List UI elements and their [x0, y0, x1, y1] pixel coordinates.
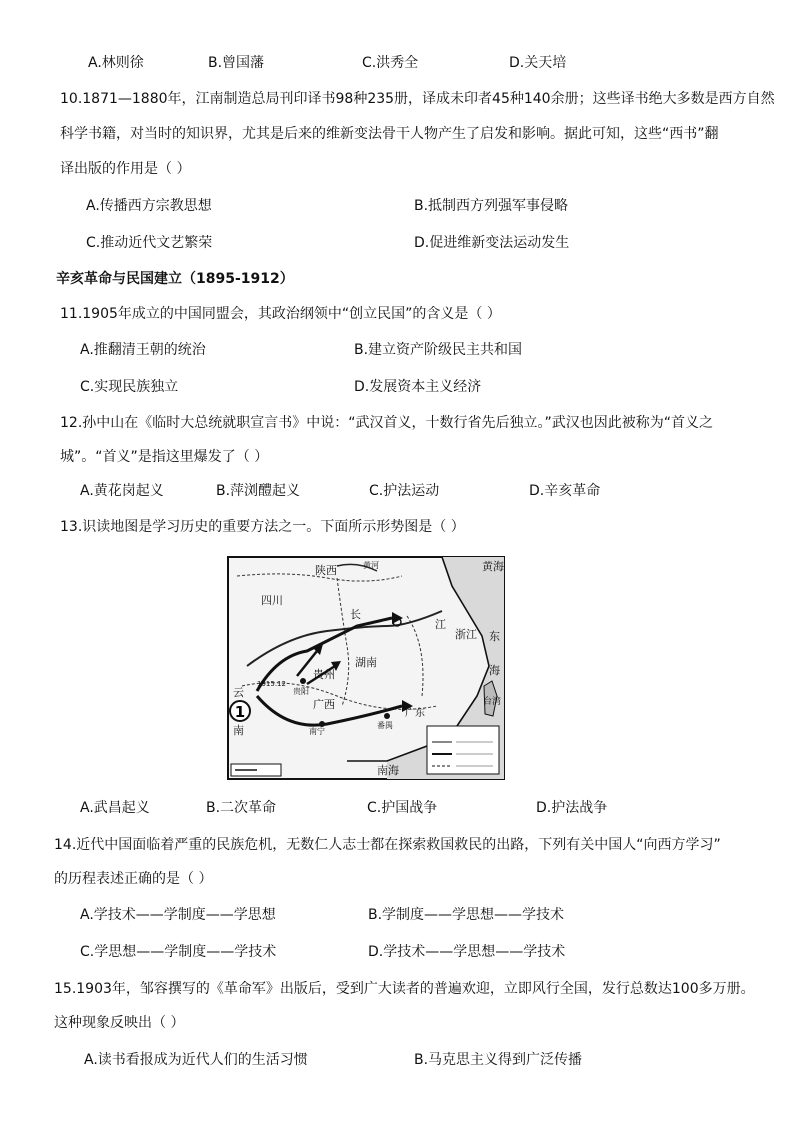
q14-option-c[interactable]: C.学思想——学制度——学技术	[80, 944, 277, 960]
map-label-taiwan: 台湾	[483, 697, 502, 707]
circled-number: 1	[234, 703, 246, 721]
q10-option-c[interactable]: C.推动近代文艺繁荣	[86, 235, 213, 251]
q14-stem-line2: 的历程表述正确的是（ ）	[54, 871, 213, 887]
map-label-huanghai: 黄海	[482, 560, 504, 573]
q14-stem-line1: 14.近代中国面临着严重的民族危机，无数仁人志士都在探索救国救民的出路，下列有关中国人“向西方学习”	[54, 837, 721, 853]
map-label-nanhai: 南海	[377, 764, 399, 777]
q10-option-d[interactable]: D.促进维新变法运动发生	[414, 235, 570, 251]
q12-option-d[interactable]: D.辛亥革命	[529, 483, 601, 499]
map-label-shaanxi: 陕西	[315, 564, 337, 577]
q14-option-d[interactable]: D.学技术——学思想——学技术	[368, 944, 566, 960]
q9-option-b[interactable]: B.曾国藩	[208, 55, 265, 71]
q15-option-a[interactable]: A.读书看报成为近代人们的生活习惯	[84, 1052, 308, 1068]
section-title: 辛亥革命与民国建立（1895-1912）	[56, 271, 294, 287]
map-label-fanyu: 番禺	[377, 721, 393, 730]
q11-option-d[interactable]: D.发展资本主义经济	[354, 379, 482, 395]
map-legend	[427, 726, 499, 774]
q13-option-a[interactable]: A.武昌起义	[80, 800, 150, 816]
q15-stem-line1: 15.1903年，邹容撰写的《革命军》出版后，受到广大读者的普遍欢迎，立即风行全国，发行总数达100多万册。	[54, 981, 755, 997]
q10-stem-line1: 10.1871—1880年，江南制造总局刊印译书98种235册，译成未印者45种140余册；这些译书绝大多数是西方自然	[60, 91, 775, 107]
q13-option-c[interactable]: C.护国战争	[367, 800, 438, 816]
q15-option-b[interactable]: B.马克思主义得到广泛传播	[414, 1052, 583, 1068]
q9-option-c[interactable]: C.洪秀全	[362, 55, 419, 71]
q14-option-b[interactable]: B.学制度——学思想——学技术	[368, 907, 565, 923]
q15-stem-line2: 这种现象反映出（ ）	[54, 1015, 185, 1031]
map-label-guizhou: 贵州	[313, 668, 335, 681]
historical-map	[227, 556, 505, 780]
q10-stem-line3: 译出版的作用是（ ）	[60, 161, 191, 177]
q9-option-d[interactable]: D.关天培	[509, 55, 567, 71]
q11-option-c[interactable]: C.实现民族独立	[80, 379, 179, 395]
map-label-guangxi: 广西	[313, 698, 335, 711]
q11-stem: 11.1905年成立的中国同盟会，其政治纲领中“创立民国”的含义是（ ）	[60, 306, 501, 322]
q13-option-b[interactable]: B.二次革命	[206, 800, 277, 816]
map-label-guiyang: 贵阳	[293, 687, 309, 696]
map-label-chang: 长	[350, 608, 361, 621]
q12-stem-line1: 12.孙中山在《临时大总统就职宣言书》中说：“武汉首义，十数行省先后独立。”武汉也因此被称为“首义之	[60, 415, 714, 431]
q10-stem-line2: 科学书籍，对当时的知识界，尤其是后来的维新变法骨干人物产生了启发和影响。据此可知，这些“西书”翻	[60, 126, 719, 142]
q11-option-a[interactable]: A.推翻清王朝的统治	[80, 342, 206, 358]
map-label-sichuan: 四川	[261, 594, 283, 607]
map-label-hai: 海	[489, 664, 500, 677]
q10-option-b[interactable]: B.抵制西方列强军事侵略	[414, 198, 569, 214]
map-label-guangdong: 广东	[405, 708, 425, 719]
map-label-nan: 南	[233, 724, 244, 737]
q13-option-d[interactable]: D.护法战争	[536, 800, 608, 816]
map-label-dong: 东	[489, 630, 500, 643]
q14-option-a[interactable]: A.学技术——学制度——学思想	[80, 907, 276, 923]
q12-stem-line2: 城”。“首义”是指这里爆发了（ ）	[60, 449, 269, 465]
map-label-zhejiang: 浙江	[455, 628, 477, 641]
q13-stem: 13.识读地图是学习历史的重要方法之一。下面所示形势图是（ ）	[60, 519, 465, 535]
map-label-yun: 云	[233, 686, 244, 699]
q12-option-b[interactable]: B.萍浏醴起义	[216, 483, 301, 499]
map-label-hunan: 湖南	[355, 656, 377, 669]
q12-option-c[interactable]: C.护法运动	[369, 483, 440, 499]
map-label-nanning: 南宁	[309, 727, 325, 736]
q9-option-a[interactable]: A.林则徐	[88, 55, 144, 71]
q12-option-a[interactable]: A.黄花岗起义	[80, 483, 164, 499]
map-label-huanghe: 黄河	[363, 561, 379, 570]
map-label-jiang: 江	[435, 618, 446, 631]
map-label-date: 1915.12	[257, 680, 286, 688]
q11-option-b[interactable]: B.建立资产阶级民主共和国	[354, 342, 523, 358]
q10-option-a[interactable]: A.传播西方宗教思想	[86, 198, 212, 214]
